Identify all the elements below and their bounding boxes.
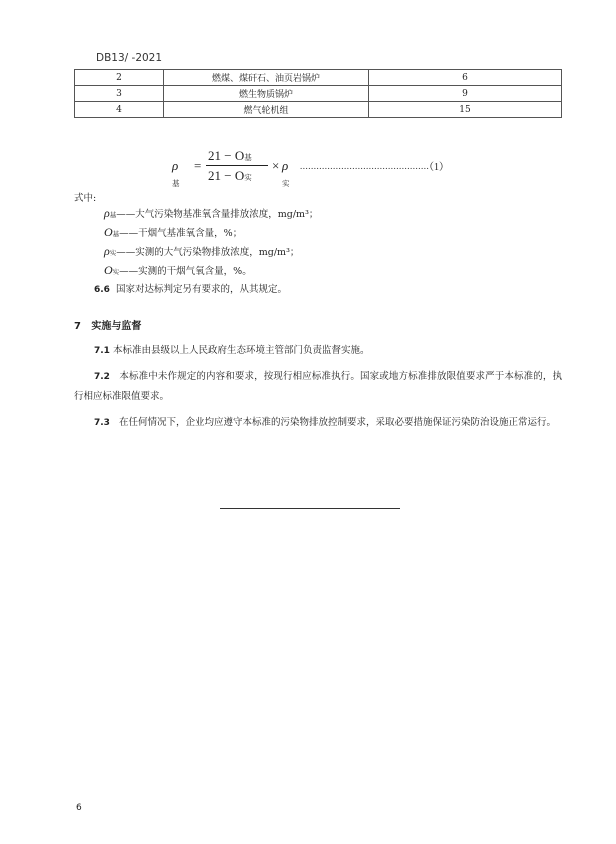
definition-symbol: O: [104, 225, 113, 239]
clause-text: 本标准由县级以上人民政府生态环境主管部门负责监督实施。: [112, 345, 370, 356]
document-code-header: DB13/ -2021: [96, 52, 163, 64]
definition-text: ——实测的干烟气氧含量，%。: [119, 266, 252, 277]
formula-rhs-symbol: ρ: [282, 158, 289, 173]
clause-number: 7.1: [94, 346, 110, 356]
definition-o-measured: [104, 263, 252, 278]
definition-text: ——实测的大气污染物排放浓度，mg/m³；: [116, 247, 300, 258]
clause-6-6: [94, 283, 287, 297]
table-cell-no: 3: [75, 86, 164, 102]
end-of-document-rule: [220, 508, 400, 509]
oxygen-content-table: [74, 69, 562, 118]
formula-denominator-sub: 实: [244, 173, 252, 182]
table-cell-oxygen-value: 15: [369, 102, 562, 118]
formula-equals: =: [194, 158, 202, 173]
clause-number: 7.2: [94, 372, 110, 382]
clause-text: 本标准中未作规定的内容和要求，按现行相应标准执行。国家或地方标准排放限值要求严于本标准的，执行相应标准限值要求。: [74, 371, 562, 402]
formula-rhs-sub: 实: [282, 179, 290, 188]
table-cell-boiler-type: 燃生物质锅炉: [164, 86, 369, 102]
formula-leader-dots: ...............................................: [300, 161, 430, 171]
definition-symbol: ρ: [104, 244, 110, 258]
clause-7-1: [74, 341, 562, 361]
clause-7-2: [74, 367, 562, 407]
formula-denominator-text: 21 − O: [208, 168, 245, 183]
formula-numerator-sub: 基: [244, 153, 252, 162]
table-cell-boiler-type: 燃煤、煤矸石、油页岩锅炉: [164, 70, 369, 86]
table-row: [75, 70, 562, 86]
clause-number: 7.3: [94, 418, 110, 428]
definition-rho-measured: [104, 244, 299, 259]
definition-rho-base: [104, 206, 318, 221]
where-label: 式中:: [74, 193, 97, 204]
formula-times: ×: [272, 158, 280, 173]
clause-7-3: [74, 413, 562, 433]
formula-lhs: [172, 158, 180, 190]
table-row: [75, 102, 562, 118]
definition-sub: 实: [109, 249, 117, 257]
page-number: 6: [76, 803, 82, 813]
clause-number: 6.6: [94, 285, 110, 295]
formula-lhs-symbol: ρ: [172, 158, 179, 173]
definition-text: ——大气污染物基准氧含量排放浓度，mg/m³；: [116, 209, 319, 220]
definition-symbol: O: [104, 263, 113, 277]
definition-o-base: [104, 225, 242, 240]
table-cell-oxygen-value: 9: [369, 86, 562, 102]
section-title: 实施与监督: [91, 321, 142, 332]
section-number: 7: [74, 321, 81, 332]
definition-sub: 基: [112, 230, 120, 238]
definition-sub: 基: [109, 211, 117, 219]
fraction-bar: [206, 165, 268, 166]
formula-denominator: [208, 168, 252, 184]
section-7-heading: [74, 317, 141, 332]
formula-number: （1）: [424, 162, 449, 173]
table-cell-no: 2: [75, 70, 164, 86]
clause-text: 国家对达标判定另有要求的，从其规定。: [116, 284, 288, 295]
definition-symbol: ρ: [104, 206, 110, 220]
clause-text: 在任何情况下，企业均应遵守本标准的污染物排放控制要求，采取必要措施保证污染防治设施正常运行。: [119, 417, 557, 428]
formula-numerator: [208, 148, 252, 164]
table-cell-no: 4: [75, 102, 164, 118]
table-row: [75, 86, 562, 102]
definition-sub: 实: [112, 268, 120, 276]
formula-numerator-text: 21 − O: [208, 148, 245, 163]
formula-lhs-sub: 基: [172, 179, 180, 188]
table-cell-boiler-type: 燃气轮机组: [164, 102, 369, 118]
formula-rhs: [282, 158, 290, 190]
definition-text: ——干烟气基准氧含量，%；: [119, 228, 243, 239]
table-cell-oxygen-value: 6: [369, 70, 562, 86]
